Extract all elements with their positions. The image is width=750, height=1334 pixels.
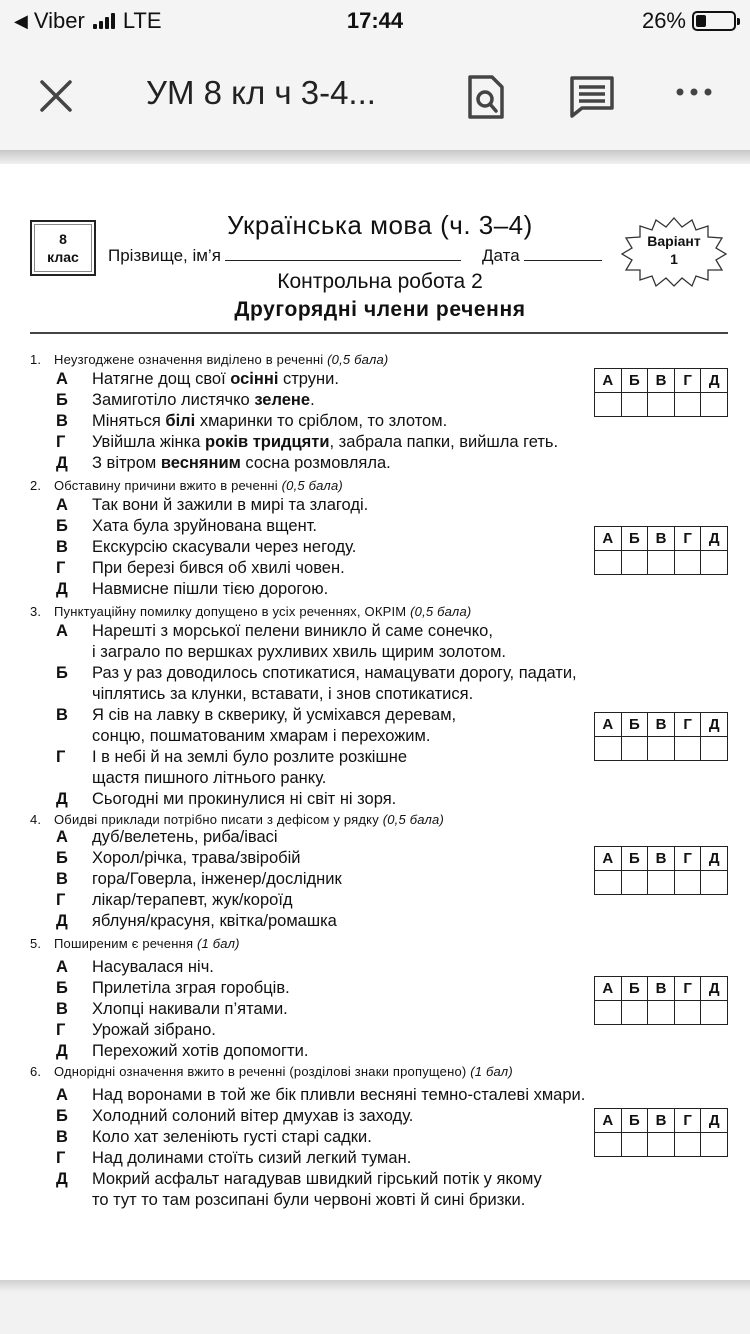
option-1-e: Д З вітром весняним сосна розмовляла. xyxy=(56,454,391,472)
answer-grid-6[interactable]: А Б В Г Д xyxy=(594,1108,728,1157)
name-field xyxy=(108,246,461,266)
variant-label: Варіант xyxy=(647,233,701,249)
option-2-a: А Так вони й зажили в мирі та злагоді. xyxy=(56,496,369,514)
preview-button[interactable] xyxy=(466,74,506,120)
option-6-a: А Над воронами в той же бік пливли весняні темно-сталеві хмари. xyxy=(56,1086,586,1104)
option-3-e: Д Сьогодні ми прокинулися ні світ ні зоря. xyxy=(56,790,397,808)
option-3-b-cont: чіплятись за клунки, вставати, і знов спотикатися. xyxy=(92,685,474,703)
header-rule xyxy=(30,332,728,334)
option-4-a: А дуб/велетень, риба/івасі xyxy=(56,828,278,846)
battery-icon xyxy=(692,11,736,31)
question-4: 4. Обидві приклади потрібно писати з дефісом у рядку (0,5 бала) xyxy=(30,812,445,827)
option-4-b: Б Хорол/річка, трава/звіробій xyxy=(56,849,301,867)
option-5-e: Д Перехожий хотів допомогти. xyxy=(56,1042,309,1060)
variant-badge xyxy=(620,216,728,288)
document-heading: Українська мова (ч. 3–4) xyxy=(227,210,533,240)
answer-grid-2[interactable]: А Б В Г Д xyxy=(594,526,728,575)
option-2-d: Г При березі бився об хвилі човен. xyxy=(56,559,345,577)
comments-button[interactable] xyxy=(568,74,616,120)
option-2-b: Б Хата була зруйнована вщент. xyxy=(56,517,318,535)
date-label: Дата xyxy=(482,246,520,265)
name-label: Прізвище, ім’я xyxy=(108,246,221,265)
more-horizontal-icon xyxy=(672,82,716,102)
option-1-a: А Натягне дощ свої осінні струни. xyxy=(56,370,339,388)
page-gap xyxy=(0,1280,750,1334)
answer-grid-5[interactable]: А Б В Г Д xyxy=(594,976,728,1025)
option-3-a: А Нарешті з морської пелени виникло й саме сонечко, xyxy=(56,622,493,640)
battery-percent: 26% xyxy=(641,8,686,33)
option-3-d-cont: щастя пишного літнього ранку. xyxy=(92,769,327,787)
option-1-d: Г Увійшла жінка років тридцяти, забрала папки, вийшла геть. xyxy=(56,433,559,451)
more-options-button[interactable] xyxy=(672,82,716,102)
test-topic: Другорядні члени речення xyxy=(234,298,526,321)
option-6-e-cont: то тут то там розсипані були червоні жовті й сині бризки. xyxy=(92,1191,526,1209)
question-2: 2. Обставину причини вжито в реченні (0,5 бала) xyxy=(30,478,343,493)
option-3-c: В Я сів на лавку в скверику, й усміхався деревам, xyxy=(56,706,457,724)
option-4-e: Д яблуня/красуня, квітка/ромашка xyxy=(56,912,337,930)
option-2-c: В Екскурсію скасували через негоду. xyxy=(56,538,357,556)
option-1-c: В Міняться білі хмаринки то сріблом, то злотом. xyxy=(56,412,448,430)
option-3-b: Б Раз у раз доводилось спотикатися, намацувати дорогу, падати, xyxy=(56,664,577,682)
comment-icon xyxy=(568,74,616,120)
answer-grid-4[interactable]: А Б В Г Д xyxy=(594,846,728,895)
question-5: 5. Поширеним є речення (1 бал) xyxy=(30,936,240,951)
option-4-c: В гора/Говерла, інженер/дослідник xyxy=(56,870,342,888)
status-bar xyxy=(0,0,750,44)
option-3-d: Г І в небі й на землі було розлите розкішне xyxy=(56,748,407,766)
network-label: LTE xyxy=(122,8,162,33)
option-6-b: Б Холодний солоний вітер дмухав із заходу. xyxy=(56,1107,414,1125)
answer-grid-1[interactable]: А Б В Г Д xyxy=(594,368,728,417)
option-5-c: В Хлопці накивали п’ятами. xyxy=(56,1000,288,1018)
grade-number: 8 xyxy=(59,231,67,247)
option-6-e: Д Мокрий асфальт нагадував швидкий гірський потік у якому xyxy=(56,1170,542,1188)
question-3: 3. Пунктуаційну помилку допущено в усіх реченнях, ОКРІМ (0,5 бала) xyxy=(30,604,472,619)
option-6-d: Г Над долинами стоїть сизий легкий туман. xyxy=(56,1149,412,1167)
variant-number: 1 xyxy=(670,251,678,267)
option-4-d: Г лікар/терапевт, жук/короїд xyxy=(56,891,293,909)
grade-word: клас xyxy=(47,249,79,265)
question-6: 6. Однорідні означення вжито в реченні (розділові знаки пропущено) (1 бал) xyxy=(30,1064,513,1079)
answer-grid-3[interactable]: А Б В Г Д xyxy=(594,712,728,761)
status-right xyxy=(642,8,736,34)
close-button[interactable] xyxy=(36,76,76,116)
document-page[interactable] xyxy=(0,164,750,1280)
back-to-app-icon[interactable]: ◀ xyxy=(14,10,28,31)
document-search-icon xyxy=(466,74,506,120)
toolbar-divider xyxy=(0,150,750,164)
question-1: 1. Неузгоджене означення виділено в реченні (0,5 бала) xyxy=(30,352,389,367)
status-time: 17:44 xyxy=(346,8,404,33)
option-6-c: В Коло хат зеленіють густі старі садки. xyxy=(56,1128,372,1146)
option-5-a: А Насувалася ніч. xyxy=(56,958,214,976)
date-field xyxy=(482,246,602,266)
test-subtitle: Контрольна робота 2 xyxy=(277,270,483,293)
carrier-label[interactable]: Viber xyxy=(33,8,85,33)
option-5-d: Г Урожай зібрано. xyxy=(56,1021,216,1039)
option-3-c-cont: сонцю, пошматованим хмарам і перехожим. xyxy=(92,727,431,745)
close-icon xyxy=(36,76,76,116)
top-toolbar xyxy=(0,44,750,152)
document-title: УМ 8 кл ч 3-4... xyxy=(146,74,376,111)
option-5-b: Б Прилетіла зграя горобців. xyxy=(56,979,290,997)
option-1-b: Б Замиготіло листячко зелене. xyxy=(56,391,315,409)
option-2-e: Д Навмисне пішли тією дорогою. xyxy=(56,580,329,598)
option-3-a-cont: і заграло по вершках рухливих хвиль щирим золотом. xyxy=(92,643,506,661)
